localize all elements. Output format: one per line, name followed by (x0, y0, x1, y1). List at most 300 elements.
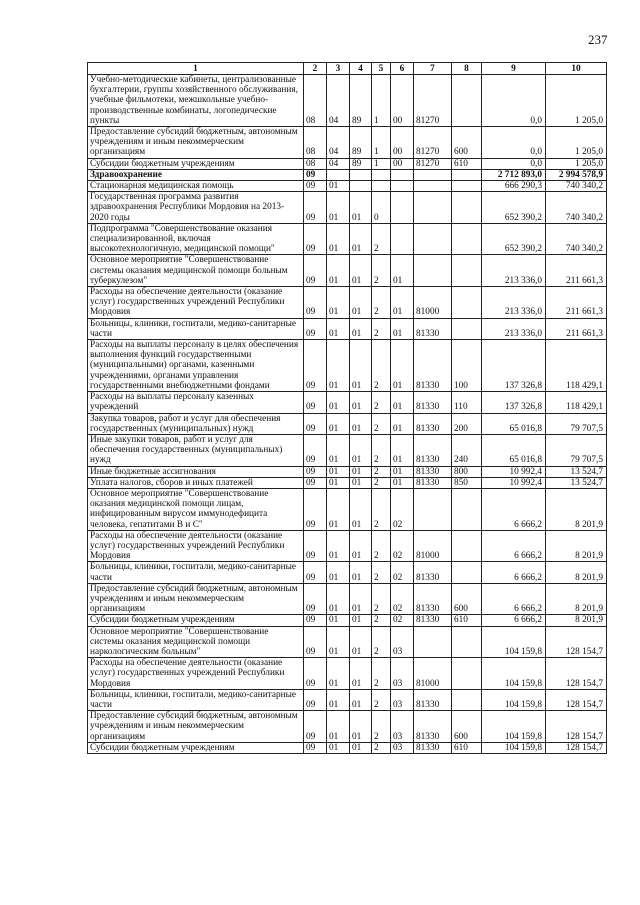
classification-code-cell: 09 (304, 626, 327, 658)
amount-year2-cell: 740 340,2 (546, 192, 607, 224)
classification-code-cell: 04 (327, 75, 350, 127)
classification-code-cell: 08 (304, 127, 327, 159)
column-header: 3 (327, 63, 350, 75)
row-description: Закупка товаров, работ и услуг для обеспечения государственных (муниципальных) нужд (88, 413, 304, 434)
classification-code-cell (452, 318, 482, 339)
amount-year1-cell: 10 992,4 (482, 466, 546, 477)
column-header: 6 (391, 63, 414, 75)
table-row (88, 158, 607, 169)
table-row (88, 711, 607, 743)
classification-code-cell (452, 223, 482, 255)
table-row (88, 287, 607, 319)
classification-code-cell: 00 (391, 158, 414, 169)
classification-code-cell: 800 (452, 466, 482, 477)
classification-code-cell (452, 75, 482, 127)
amount-year1-cell: 65 016,8 (482, 434, 546, 466)
classification-code-cell: 01 (350, 434, 372, 466)
amount-year1-cell: 6 666,2 (482, 562, 546, 583)
classification-code-cell: 01 (327, 658, 350, 690)
classification-code-cell: 2 (372, 318, 391, 339)
classification-code-cell: 01 (391, 392, 414, 413)
table-row (88, 434, 607, 466)
classification-code-cell (350, 169, 372, 180)
amount-year1-cell: 213 336,0 (482, 287, 546, 319)
table-row (88, 689, 607, 710)
table-row (88, 181, 607, 192)
classification-code-cell: 03 (391, 689, 414, 710)
amount-year2-cell: 128 154,7 (546, 711, 607, 743)
classification-code-cell: 81330 (414, 583, 452, 615)
classification-code-cell (414, 169, 452, 180)
table-row (88, 742, 607, 753)
classification-code-cell (452, 192, 482, 224)
amount-year1-cell: 213 336,0 (482, 255, 546, 287)
classification-code-cell (391, 181, 414, 192)
amount-year1-cell: 0,0 (482, 75, 546, 127)
classification-code-cell: 01 (350, 192, 372, 224)
classification-code-cell: 01 (350, 615, 372, 626)
classification-code-cell: 09 (304, 477, 327, 488)
classification-code-cell: 2 (372, 583, 391, 615)
amount-year1-cell: 104 159,8 (482, 626, 546, 658)
table-row (88, 477, 607, 488)
classification-code-cell: 01 (350, 711, 372, 743)
classification-code-cell: 09 (304, 434, 327, 466)
classification-code-cell: 01 (350, 488, 372, 530)
classification-code-cell (391, 223, 414, 255)
classification-code-cell: 09 (304, 530, 327, 562)
classification-code-cell: 01 (350, 583, 372, 615)
row-description: Основное мероприятие "Совершенствование системы оказания медицинской помощи наркологическим больным" (88, 626, 304, 658)
row-description: Здравоохранение (88, 169, 304, 180)
classification-code-cell: 81000 (414, 287, 452, 319)
amount-year1-cell: 6 666,2 (482, 530, 546, 562)
classification-code-cell: 81000 (414, 658, 452, 690)
classification-code-cell: 89 (350, 158, 372, 169)
amount-year2-cell: 118 429,1 (546, 340, 607, 392)
classification-code-cell (452, 287, 482, 319)
table-row (88, 583, 607, 615)
classification-code-cell: 01 (350, 466, 372, 477)
classification-code-cell (452, 530, 482, 562)
classification-code-cell: 09 (304, 413, 327, 434)
classification-code-cell: 09 (304, 488, 327, 530)
classification-code-cell (350, 181, 372, 192)
classification-code-cell: 2 (372, 530, 391, 562)
amount-year2-cell: 8 201,9 (546, 530, 607, 562)
classification-code-cell: 09 (304, 340, 327, 392)
classification-code-cell: 81330 (414, 392, 452, 413)
classification-code-cell: 2 (372, 658, 391, 690)
classification-code-cell: 01 (327, 434, 350, 466)
classification-code-cell: 03 (391, 742, 414, 753)
amount-year2-cell: 128 154,7 (546, 742, 607, 753)
classification-code-cell: 01 (350, 413, 372, 434)
classification-code-cell: 01 (350, 689, 372, 710)
amount-year1-cell: 6 666,2 (482, 488, 546, 530)
table-row (88, 340, 607, 392)
classification-code-cell (452, 488, 482, 530)
classification-code-cell: 2 (372, 742, 391, 753)
amount-year1-cell: 652 390,2 (482, 192, 546, 224)
table-row (88, 255, 607, 287)
table-row (88, 562, 607, 583)
row-description: Расходы на выплаты персоналу в целях обеспечения выполнения функций государственными (муниципальными) органами, казенными учреждениями, органами управления государственными внебюджетными фондами (88, 340, 304, 392)
amount-year1-cell: 0,0 (482, 127, 546, 159)
amount-year2-cell: 118 429,1 (546, 392, 607, 413)
classification-code-cell: 81330 (414, 615, 452, 626)
classification-code-cell: 01 (327, 477, 350, 488)
amount-year1-cell: 137 326,8 (482, 340, 546, 392)
table-row (88, 466, 607, 477)
classification-code-cell: 81330 (414, 711, 452, 743)
amount-year2-cell: 128 154,7 (546, 626, 607, 658)
amount-year2-cell: 1 205,0 (546, 75, 607, 127)
amount-year1-cell: 652 390,2 (482, 223, 546, 255)
classification-code-cell: 01 (327, 181, 350, 192)
row-description: Больницы, клиники, госпитали, медико-санитарные части (88, 562, 304, 583)
classification-code-cell: 01 (350, 340, 372, 392)
classification-code-cell: 08 (304, 158, 327, 169)
table-row (88, 530, 607, 562)
classification-code-cell: 09 (304, 181, 327, 192)
table-body (88, 75, 607, 754)
column-header: 5 (372, 63, 391, 75)
classification-code-cell: 01 (327, 711, 350, 743)
classification-code-cell: 09 (304, 583, 327, 615)
classification-code-cell: 81330 (414, 434, 452, 466)
classification-code-cell: 09 (304, 689, 327, 710)
classification-code-cell: 02 (391, 583, 414, 615)
amount-year2-cell: 79 707,5 (546, 413, 607, 434)
classification-code-cell: 09 (304, 466, 327, 477)
classification-code-cell: 81330 (414, 742, 452, 753)
classification-code-cell: 1 (372, 127, 391, 159)
row-description: Основное мероприятие "Совершенствование системы оказания медицинской помощи больным туберкулезом" (88, 255, 304, 287)
row-description: Предоставление субсидий бюджетным, автономным учреждениям и иным некоммерческим организациям (88, 583, 304, 615)
amount-year2-cell: 8 201,9 (546, 583, 607, 615)
classification-code-cell: 04 (327, 158, 350, 169)
row-description: Стационарная медицинская помощь (88, 181, 304, 192)
classification-code-cell: 09 (304, 223, 327, 255)
row-description: Субсидии бюджетным учреждениям (88, 158, 304, 169)
classification-code-cell: 1 (372, 158, 391, 169)
amount-year1-cell: 2 712 893,0 (482, 169, 546, 180)
classification-code-cell: 08 (304, 75, 327, 127)
classification-code-cell: 600 (452, 711, 482, 743)
amount-year1-cell: 104 159,8 (482, 689, 546, 710)
classification-code-cell (414, 181, 452, 192)
amount-year1-cell: 104 159,8 (482, 658, 546, 690)
row-description: Субсидии бюджетным учреждениям (88, 742, 304, 753)
amount-year1-cell: 137 326,8 (482, 392, 546, 413)
classification-code-cell: 01 (327, 530, 350, 562)
amount-year2-cell: 1 205,0 (546, 158, 607, 169)
row-description: Расходы на обеспечение деятельности (оказание услуг) государственных учреждений Республики Мордовия (88, 530, 304, 562)
amount-year2-cell: 211 661,3 (546, 255, 607, 287)
classification-code-cell: 01 (391, 477, 414, 488)
classification-code-cell: 01 (327, 340, 350, 392)
amount-year2-cell: 13 524,7 (546, 466, 607, 477)
classification-code-cell: 03 (391, 626, 414, 658)
classification-code-cell: 09 (304, 658, 327, 690)
classification-code-cell: 110 (452, 392, 482, 413)
row-description: Предоставление субсидий бюджетным, автономным учреждениям и иным некоммерческим организациям (88, 711, 304, 743)
classification-code-cell: 2 (372, 340, 391, 392)
classification-code-cell: 01 (327, 689, 350, 710)
classification-code-cell (452, 181, 482, 192)
row-description: Больницы, клиники, госпитали, медико-санитарные части (88, 318, 304, 339)
budget-table (87, 62, 607, 754)
classification-code-cell: 89 (350, 75, 372, 127)
amount-year1-cell: 104 159,8 (482, 711, 546, 743)
classification-code-cell: 81330 (414, 318, 452, 339)
classification-code-cell (452, 626, 482, 658)
amount-year2-cell: 1 205,0 (546, 127, 607, 159)
classification-code-cell: 01 (350, 255, 372, 287)
classification-code-cell: 81000 (414, 530, 452, 562)
classification-code-cell: 01 (391, 287, 414, 319)
classification-code-cell: 2 (372, 392, 391, 413)
classification-code-cell: 610 (452, 158, 482, 169)
classification-code-cell: 01 (350, 626, 372, 658)
page-number: 237 (588, 32, 608, 47)
classification-code-cell: 01 (327, 615, 350, 626)
classification-code-cell (452, 169, 482, 180)
classification-code-cell (372, 169, 391, 180)
amount-year2-cell: 740 340,2 (546, 223, 607, 255)
classification-code-cell: 03 (391, 658, 414, 690)
amount-year2-cell: 740 340,2 (546, 181, 607, 192)
classification-code-cell: 2 (372, 626, 391, 658)
table-row (88, 413, 607, 434)
classification-code-cell: 09 (304, 615, 327, 626)
classification-code-cell: 01 (350, 223, 372, 255)
classification-code-cell: 09 (304, 318, 327, 339)
classification-code-cell (414, 488, 452, 530)
classification-code-cell: 2 (372, 223, 391, 255)
classification-code-cell: 81330 (414, 340, 452, 392)
budget-table-container (87, 62, 607, 754)
classification-code-cell (327, 169, 350, 180)
table-row (88, 75, 607, 127)
amount-year2-cell: 8 201,9 (546, 562, 607, 583)
classification-code-cell: 01 (391, 434, 414, 466)
classification-code-cell: 610 (452, 615, 482, 626)
classification-code-cell: 01 (327, 287, 350, 319)
row-description: Уплата налогов, сборов и иных платежей (88, 477, 304, 488)
amount-year1-cell: 0,0 (482, 158, 546, 169)
column-header: 8 (452, 63, 482, 75)
classification-code-cell: 2 (372, 255, 391, 287)
classification-code-cell: 01 (350, 318, 372, 339)
classification-code-cell: 2 (372, 615, 391, 626)
classification-code-cell (391, 169, 414, 180)
table-row (88, 127, 607, 159)
amount-year1-cell: 213 336,0 (482, 318, 546, 339)
classification-code-cell: 00 (391, 127, 414, 159)
row-description: Государственная программа развития здравоохранения Республики Мордовия на 2013-2020 годы (88, 192, 304, 224)
classification-code-cell: 2 (372, 413, 391, 434)
classification-code-cell: 01 (350, 287, 372, 319)
row-description: Субсидии бюджетным учреждениям (88, 615, 304, 626)
amount-year2-cell: 2 994 578,9 (546, 169, 607, 180)
classification-code-cell: 2 (372, 711, 391, 743)
classification-code-cell: 81330 (414, 413, 452, 434)
classification-code-cell: 09 (304, 192, 327, 224)
classification-code-cell: 01 (327, 318, 350, 339)
classification-code-cell: 01 (391, 466, 414, 477)
classification-code-cell: 04 (327, 127, 350, 159)
amount-year2-cell: 128 154,7 (546, 689, 607, 710)
row-description: Расходы на выплаты персоналу казенных учреждений (88, 392, 304, 413)
classification-code-cell: 01 (350, 477, 372, 488)
classification-code-cell (452, 255, 482, 287)
classification-code-cell: 02 (391, 562, 414, 583)
classification-code-cell: 240 (452, 434, 482, 466)
classification-code-cell: 600 (452, 127, 482, 159)
column-header: 7 (414, 63, 452, 75)
column-header: 4 (350, 63, 372, 75)
classification-code-cell: 01 (350, 530, 372, 562)
classification-code-cell: 81270 (414, 158, 452, 169)
classification-code-cell: 03 (391, 711, 414, 743)
amount-year2-cell: 128 154,7 (546, 658, 607, 690)
classification-code-cell: 01 (327, 392, 350, 413)
classification-code-cell: 2 (372, 689, 391, 710)
column-header: 1 (88, 63, 304, 75)
amount-year2-cell: 13 524,7 (546, 477, 607, 488)
classification-code-cell (414, 223, 452, 255)
classification-code-cell: 01 (327, 488, 350, 530)
classification-code-cell: 01 (327, 583, 350, 615)
classification-code-cell: 81270 (414, 75, 452, 127)
classification-code-cell: 610 (452, 742, 482, 753)
table-row (88, 192, 607, 224)
classification-code-cell: 01 (327, 413, 350, 434)
amount-year2-cell: 211 661,3 (546, 318, 607, 339)
classification-code-cell: 01 (391, 413, 414, 434)
classification-code-cell: 01 (391, 318, 414, 339)
amount-year2-cell: 211 661,3 (546, 287, 607, 319)
classification-code-cell: 01 (350, 742, 372, 753)
classification-code-cell: 00 (391, 75, 414, 127)
amount-year2-cell: 8 201,9 (546, 615, 607, 626)
classification-code-cell: 09 (304, 711, 327, 743)
classification-code-cell: 2 (372, 466, 391, 477)
amount-year1-cell: 104 159,8 (482, 742, 546, 753)
amount-year1-cell: 6 666,2 (482, 583, 546, 615)
classification-code-cell: 01 (350, 392, 372, 413)
classification-code-cell: 02 (391, 488, 414, 530)
table-row (88, 658, 607, 690)
classification-code-cell (452, 689, 482, 710)
column-header: 2 (304, 63, 327, 75)
classification-code-cell: 01 (327, 562, 350, 583)
classification-code-cell: 0 (372, 192, 391, 224)
amount-year1-cell: 65 016,8 (482, 413, 546, 434)
classification-code-cell: 02 (391, 615, 414, 626)
classification-code-cell: 100 (452, 340, 482, 392)
classification-code-cell: 01 (350, 562, 372, 583)
classification-code-cell: 01 (327, 192, 350, 224)
classification-code-cell: 2 (372, 434, 391, 466)
classification-code-cell: 81330 (414, 689, 452, 710)
column-header: 9 (482, 63, 546, 75)
row-description: Иные бюджетные ассигнования (88, 466, 304, 477)
table-row (88, 318, 607, 339)
classification-code-cell: 81330 (414, 477, 452, 488)
classification-code-cell: 01 (327, 742, 350, 753)
row-description: Больницы, клиники, госпитали, медико-санитарные части (88, 689, 304, 710)
row-description: Расходы на обеспечение деятельности (оказание услуг) государственных учреждений Республики Мордовия (88, 287, 304, 319)
classification-code-cell: 81330 (414, 562, 452, 583)
classification-code-cell: 09 (304, 742, 327, 753)
table-row (88, 488, 607, 530)
classification-code-cell: 02 (391, 530, 414, 562)
classification-code-cell: 2 (372, 477, 391, 488)
table-row (88, 223, 607, 255)
classification-code-cell: 01 (391, 255, 414, 287)
amount-year2-cell: 8 201,9 (546, 488, 607, 530)
row-description: Предоставление субсидий бюджетным, автономным учреждениям и иным некоммерческим организациям (88, 127, 304, 159)
classification-code-cell: 89 (350, 127, 372, 159)
row-description: Расходы на обеспечение деятельности (оказание услуг) государственных учреждений Республики Мордовия (88, 658, 304, 690)
amount-year1-cell: 666 290,3 (482, 181, 546, 192)
classification-code-cell (414, 255, 452, 287)
column-header: 10 (546, 63, 607, 75)
classification-code-cell (452, 658, 482, 690)
classification-code-cell: 01 (327, 626, 350, 658)
classification-code-cell: 850 (452, 477, 482, 488)
classification-code-cell: 01 (327, 255, 350, 287)
classification-code-cell: 01 (391, 340, 414, 392)
classification-code-cell (452, 562, 482, 583)
row-description: Основное мероприятие "Совершенствование оказания медицинской помощи лицам, инфицированным вирусом иммунодефицита человека, гепатитами В и С" (88, 488, 304, 530)
row-description: Учебно-методические кабинеты, централизованные бухгалтерии, группы хозяйственного обслуживания, учебные фильмотеки, межшкольные учебно-производственные комбинаты, логопедические пункты (88, 75, 304, 127)
classification-code-cell: 200 (452, 413, 482, 434)
classification-code-cell: 81330 (414, 466, 452, 477)
table-header-row (88, 63, 607, 75)
classification-code-cell: 09 (304, 255, 327, 287)
classification-code-cell: 2 (372, 488, 391, 530)
classification-code-cell (391, 192, 414, 224)
table-row (88, 615, 607, 626)
classification-code-cell (414, 626, 452, 658)
row-description: Иные закупки товаров, работ и услуг для обеспечения государственных (муниципальных) нужд (88, 434, 304, 466)
table-row (88, 392, 607, 413)
row-description: Подпрограмма "Совершенствование оказания специализированной, включая высокотехнологичную, медицинской помощи" (88, 223, 304, 255)
amount-year1-cell: 6 666,2 (482, 615, 546, 626)
classification-code-cell: 1 (372, 75, 391, 127)
amount-year1-cell: 10 992,4 (482, 477, 546, 488)
classification-code-cell: 09 (304, 287, 327, 319)
classification-code-cell: 01 (327, 223, 350, 255)
classification-code-cell: 2 (372, 562, 391, 583)
classification-code-cell: 81270 (414, 127, 452, 159)
classification-code-cell: 09 (304, 169, 327, 180)
classification-code-cell (372, 181, 391, 192)
table-row (88, 169, 607, 180)
classification-code-cell (414, 192, 452, 224)
amount-year2-cell: 79 707,5 (546, 434, 607, 466)
classification-code-cell: 600 (452, 583, 482, 615)
classification-code-cell: 09 (304, 392, 327, 413)
classification-code-cell: 01 (350, 658, 372, 690)
classification-code-cell: 01 (327, 466, 350, 477)
classification-code-cell: 2 (372, 287, 391, 319)
classification-code-cell: 09 (304, 562, 327, 583)
